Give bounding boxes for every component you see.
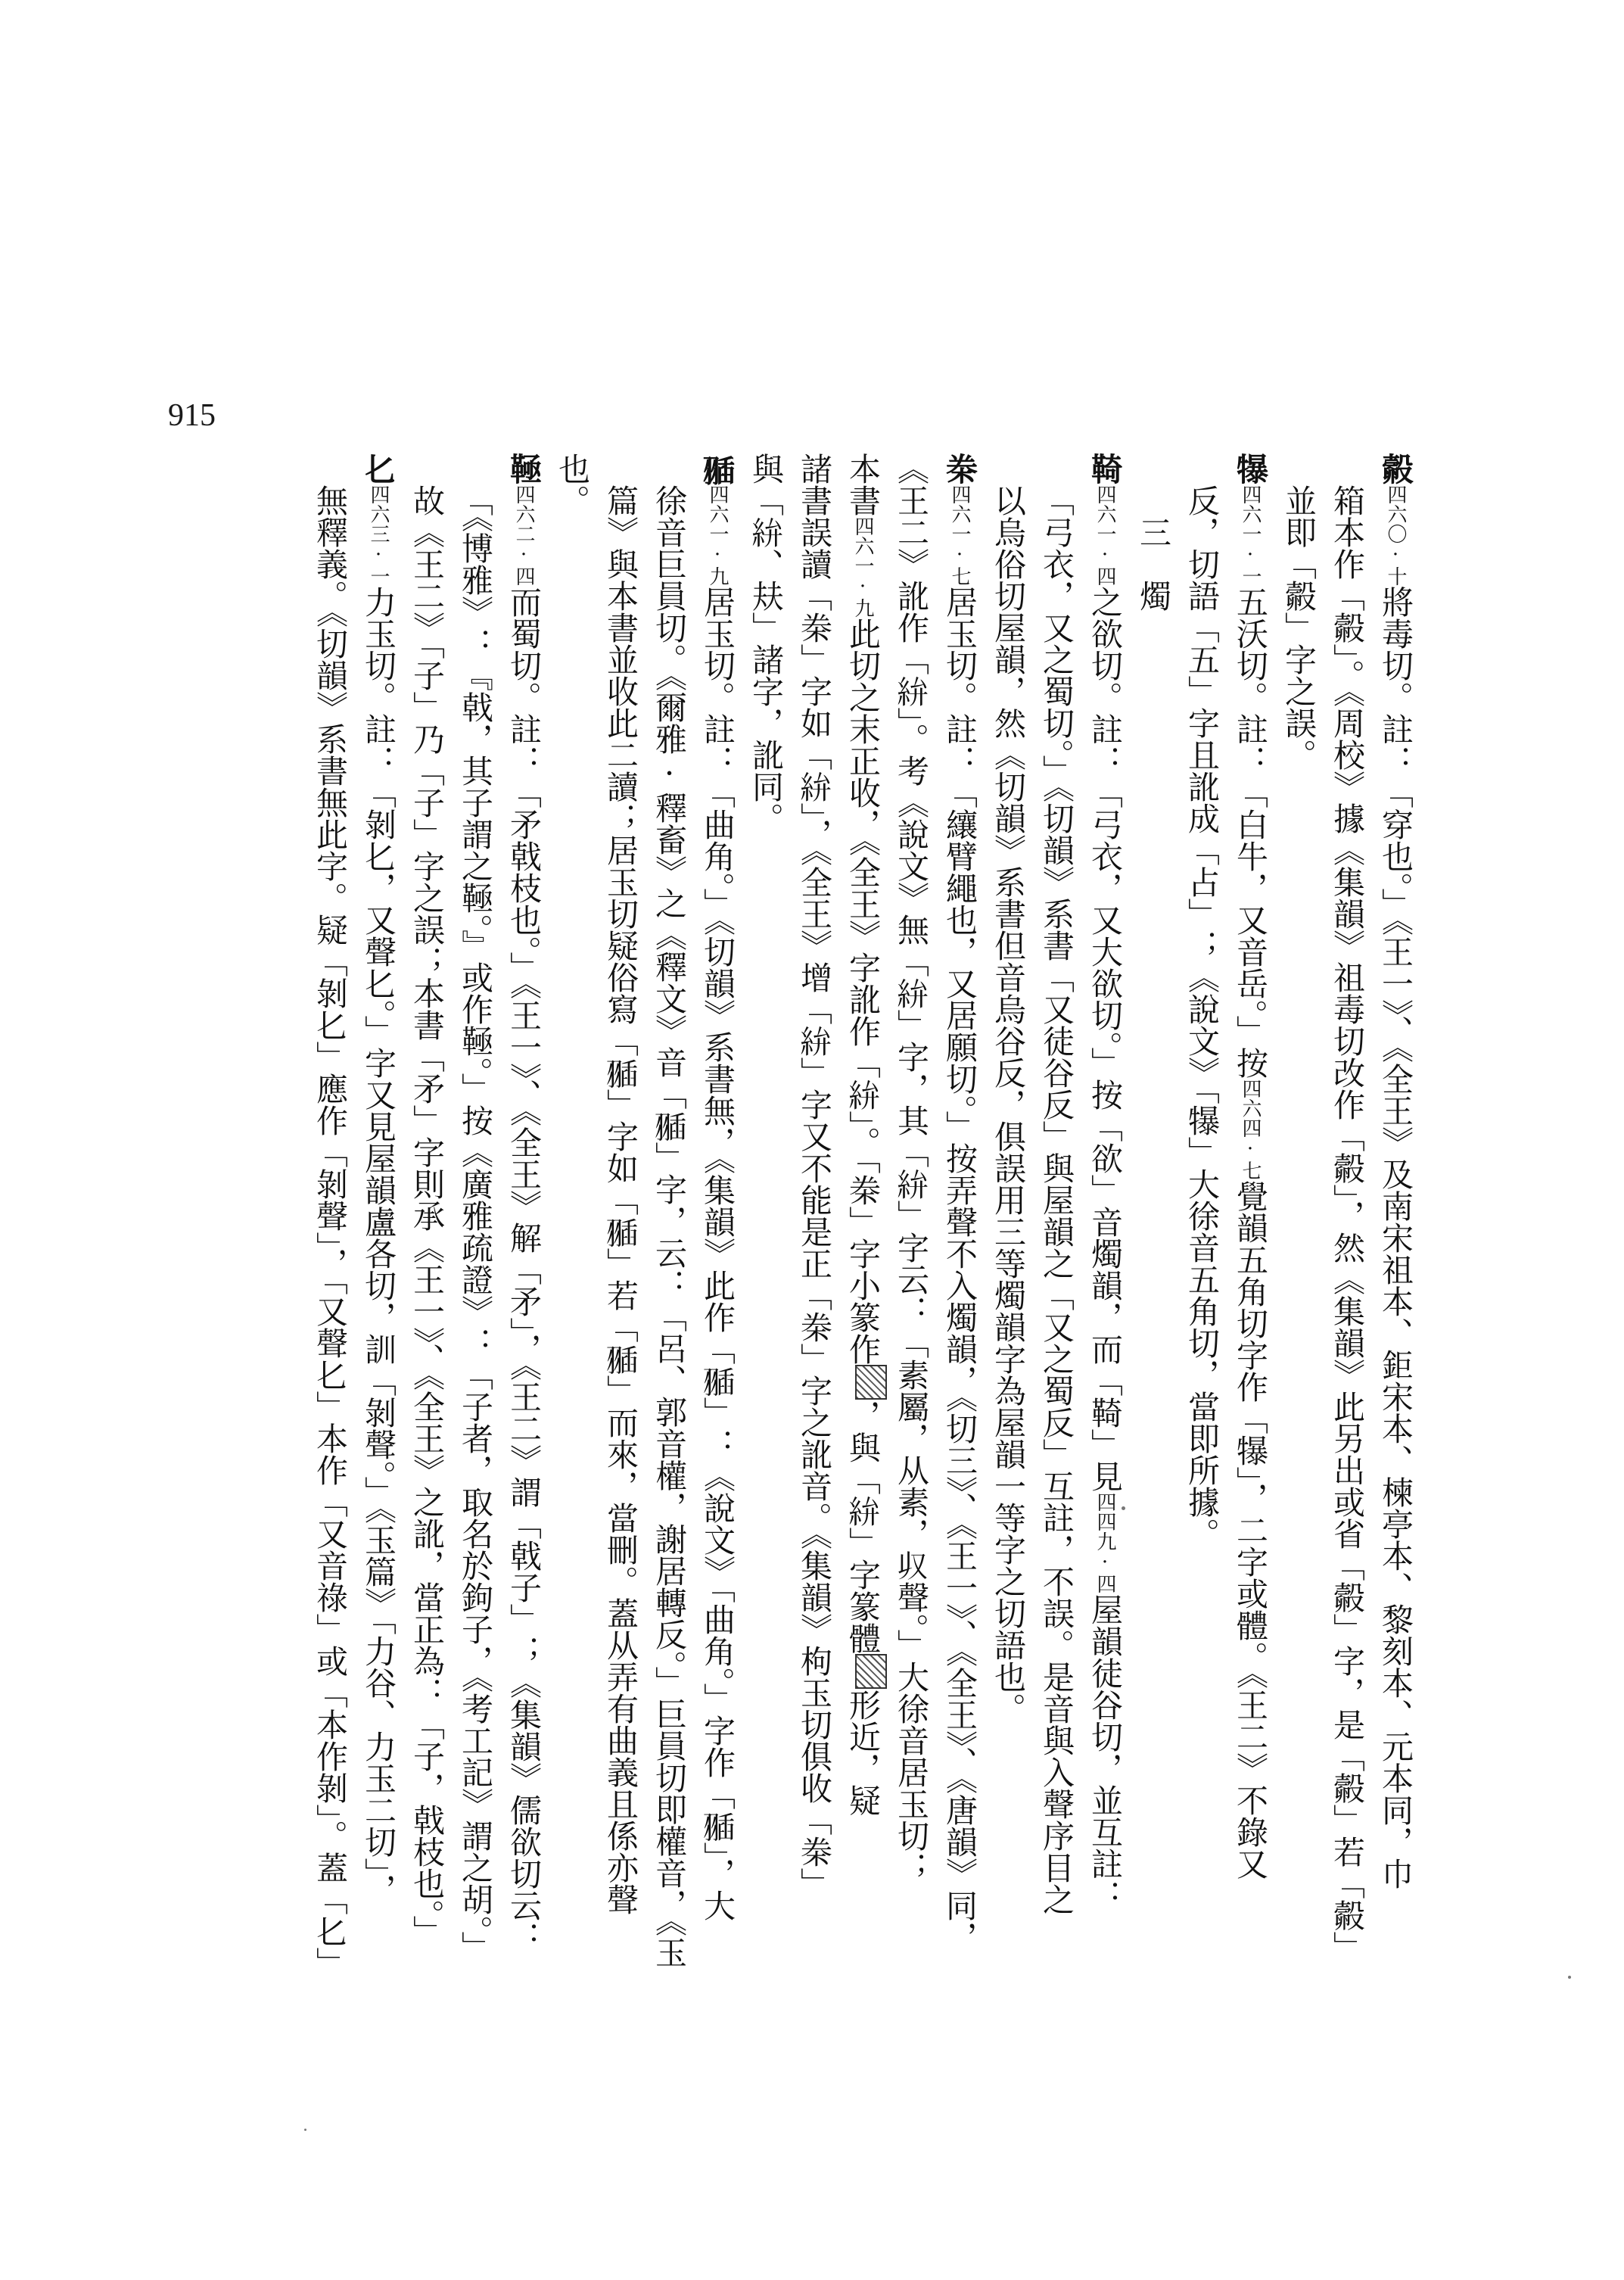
column-text: 將毒切。註：「穿也。」《王一》、《全王》及南宋祖本、鉅宋本、楝亭本、黎刻本、元本同，巾 <box>1377 586 1414 1889</box>
text-column <box>1371 453 1420 2080</box>
text-column <box>693 453 742 2080</box>
text-column <box>1178 453 1226 2112</box>
scan-speck <box>1568 1976 1571 1979</box>
entry-index: 四六一·四 <box>1094 484 1116 586</box>
column-text: 並即「㲉」字之誤。 <box>1280 484 1318 771</box>
column-text: 徐音巨員切。《爾雅·釋畜》之《釋文》音「𦑣」字，云：「呂、郭音權，謝居轉反。」巨員切即權音，《玉 <box>651 484 688 1968</box>
scan-speck <box>304 2129 306 2131</box>
entry-index: 四六一·一 <box>1239 484 1262 586</box>
text-column <box>645 453 693 2112</box>
column-text: 以烏俗切屋韻，然《切韻》系書但音烏谷反，俱誤用三等燭韻字為屋韻一等字之切語也。 <box>990 484 1027 1724</box>
text-column <box>499 453 548 2080</box>
text-column <box>451 453 499 2112</box>
column-text: 屋韻徒谷切，並互註： <box>1087 1593 1124 1911</box>
text-column <box>354 453 403 2080</box>
column-text: 五沃切。註：「白牛，又音岳。」按 <box>1232 586 1269 1079</box>
entry-index: 四六一·九 <box>706 484 729 586</box>
text-column <box>790 453 838 2080</box>
section-heading-text: 三 燭 <box>1135 516 1172 612</box>
column-text: 反，切語「五」字且訛成「占」；《說文》「犦」大徐音五角切，當即所據。 <box>1184 484 1221 1550</box>
entry-head-char: 䩯 <box>506 453 543 484</box>
entry-head-char: 𠤎 <box>360 453 397 484</box>
text-column <box>548 453 596 2080</box>
column-text: 故《王二》「子」乃「子」字之誤；本書「矛」字則承《王一》、《全王》之訛，當正為：「子，戟枝也。」 <box>409 484 446 1947</box>
text-column <box>984 453 1032 2112</box>
column-text: 也。 <box>554 453 591 516</box>
column-text: 居玉切。註：「曲角。」《切韻》系書無，《集韻》此作「𦑣」：《說文》「曲角。」字作「𦑣」，大 <box>699 586 736 1921</box>
entry-index: 四六〇·十 <box>1384 484 1407 586</box>
text-column <box>1274 453 1323 2112</box>
entry-head-char: 桊 <box>941 453 978 484</box>
entry-head-char: 𦑣 <box>699 453 736 484</box>
column-text: 與「𥿋、㚘」諸字，訛同。 <box>748 453 785 834</box>
column-text: 諸書誤讀「桊」字如「𥿋」，《全王》增「𥿋」字又不能是正「桊」字之訛音。《集韻》枸玉切俱收「桊」 <box>796 453 833 1899</box>
text-column <box>1323 453 1371 2112</box>
text-column <box>1032 453 1081 2112</box>
column-text: 形近，疑 <box>845 1689 882 1816</box>
seal-script-glyph-image <box>855 1654 887 1689</box>
column-text: 本書 <box>845 453 882 516</box>
column-text: 篇》與本書並收此二讀；居玉切疑俗寫「𦑣」字如「𦑣」若「𦑣」而來，當刪。蓋从弄有曲義且係亦聲 <box>602 484 639 1915</box>
column-text: 而蜀切。註：「矛戟枝也。」《王一》、《全王》解「矛」，《王二》謂「戟子」；《集韻》儒欲切云： <box>506 586 543 1953</box>
entry-head-char: 犦 <box>1232 453 1269 484</box>
text-column <box>838 453 887 2080</box>
section-heading <box>1129 453 1178 2144</box>
column-text: 《王二》訛作「𥿋」。考《說文》無「𥿋」字，其「𥿋」字云：「素屬，从素，𠬞聲。」大徐音居玉切； <box>893 453 930 1883</box>
scan-speck <box>1122 1506 1125 1510</box>
seal-script-glyph-image <box>855 1365 887 1400</box>
text-column <box>935 453 984 2080</box>
column-text: 此切之末正收，《全王》字訛作「𥿋」。「桊」字小篆作 <box>845 618 882 1365</box>
page-number: 915 <box>168 398 216 433</box>
cross-reference-index: 四六四·七 <box>1239 1079 1262 1180</box>
vertical-text-block <box>306 453 1420 2080</box>
text-column <box>306 453 354 2112</box>
entry-index: 四六三·一 <box>367 484 390 586</box>
text-column <box>1226 453 1274 2080</box>
column-text: 「弓衣，又之蜀切。」《切韻》系書「又徒谷反」與屋韻之「又之蜀反」互註，不誤。是音與入聲序目之 <box>1038 484 1075 1915</box>
entry-head-char: 䩭 <box>1087 453 1124 484</box>
entry-index: 四六二·四 <box>512 484 535 586</box>
column-text: 箱本作「㲉」。《周校》據《集韻》祖毒切改作「㲉」，然《集韻》此另出或省「㲉」字，是「㲉」若「㲉」 <box>1329 484 1366 1963</box>
entry-index: 四六一·七 <box>948 484 971 586</box>
text-column <box>403 453 451 2112</box>
column-text: ，與「𥿋」字篆體 <box>845 1400 882 1654</box>
cross-reference-index: 四六一·九 <box>851 516 874 618</box>
column-text: 「《博雅》：『戟，其子謂之䩯。』或作䩯。」按《廣雅疏證》：「子者，取名於鉤子，《考工記》謂之胡。」 <box>457 484 494 1963</box>
text-column <box>1081 453 1129 2080</box>
text-column <box>596 453 645 2112</box>
column-text: 之欲切。註：「弓衣，又大欲切。」按「欲」音燭韻，而「䩭」見 <box>1087 586 1124 1492</box>
column-text: 覺韻五角切字作「犦」，二字或體。《王二》不錄又 <box>1232 1180 1269 1880</box>
entry-head-char: 㲉 <box>1377 453 1414 484</box>
cross-reference-index: 四四九·四 <box>1094 1492 1116 1593</box>
text-column <box>887 453 935 2080</box>
column-text: 無釋義。《切韻》系書無此字。疑「剝𠤎」應作「剝聲」，「又聲𠤎」本作「又音祿」或「本作剝」。蓋「𠤎」 <box>312 484 349 1979</box>
column-text: 力玉切。註：「剝𠤎，又聲𠤎。」字又見屋韻盧各切，訓「剝聲。」《玉篇》「力谷、力玉二切」， <box>360 586 397 1905</box>
column-text: 居玉切。註：「纕臂繩也，又居願切。」按弄聲不入燭韻，《切三》、《王一》、《全王》、《唐韻》同， <box>941 586 978 1953</box>
text-column <box>742 453 790 2080</box>
